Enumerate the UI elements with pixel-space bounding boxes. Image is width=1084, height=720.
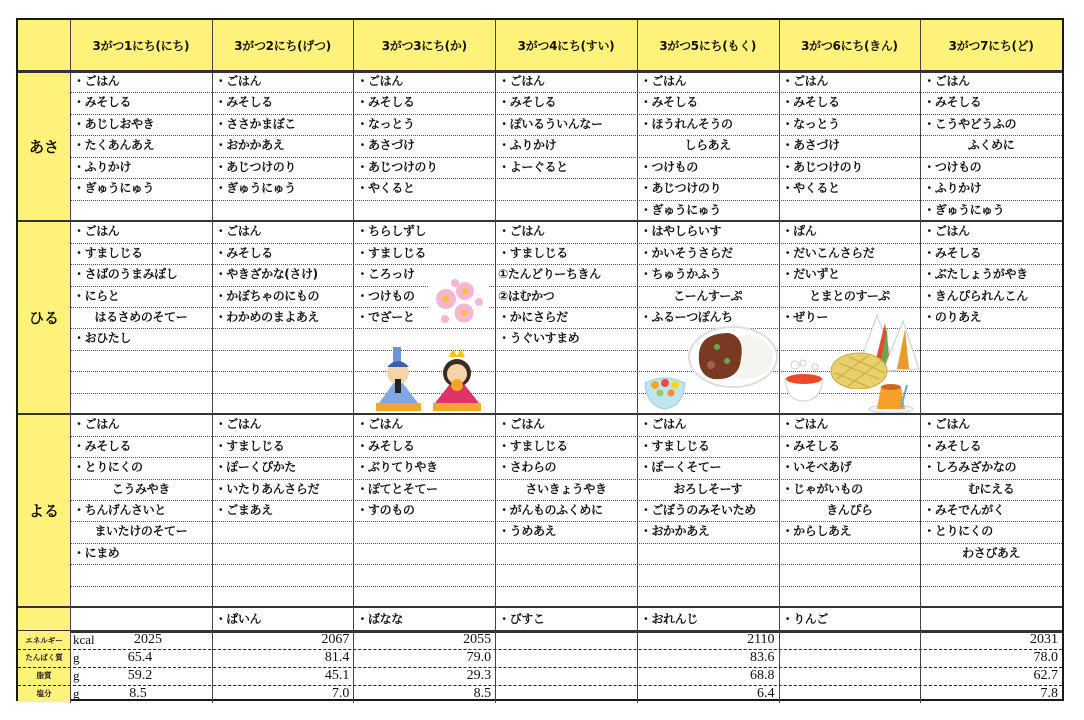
menu-item: ・みそしる [356,438,415,453]
menu-item: ・おかかあえ [214,138,285,153]
day-header: 3がつ4にち(すい) [495,20,637,71]
menu-item: ・じゃがいもの [781,481,863,496]
section-divider [18,630,1062,633]
nutrition-label: 脂質 [18,667,70,685]
column-divider [353,20,354,703]
menu-item: ・みそしる [781,438,840,453]
menu-item: ・みそしる [356,95,415,110]
nutrition-row-divider [18,649,1062,650]
menu-item: ・ぶりてりやき [356,460,438,475]
menu-item: ・ころっけ [356,267,415,282]
nutrition-value: 7.0 [331,685,350,701]
menu-item: むにえる [967,481,1015,496]
nutrition-row-divider [18,667,1062,668]
day-header: 3がつ7にち(ど) [920,20,1062,71]
snack-item: ・りんご [781,612,828,627]
menu-item: ・すましじる [498,245,568,260]
menu-item: ・ぶたしょうがやき [923,267,1028,282]
menu-item: ・さばのうまみぼし [73,267,178,282]
menu-item: ・ぎゅうにゅう [639,202,721,217]
menu-item: ・とりにくの [73,460,143,475]
corner-cell [18,20,70,71]
snack-item: ・おれんじ [639,612,698,627]
nutrition-value: 2055 [463,632,492,648]
menu-item: ・みそしる [73,95,132,110]
menu-item: ・ぽーくそてー [639,460,722,475]
hayashi-rice-illustration [687,325,779,389]
menu-item: ・ちゅうかふう [639,267,722,282]
nutrition-value: 68.8 [750,667,775,683]
menu-item: ・みそしる [781,95,840,110]
menu-item: ・がんものふくめに [498,503,603,517]
nutrition-value: 78.0 [1033,650,1058,666]
nutrition-value: 8.5 [129,685,147,701]
menu-item: ・ぽーくぴかた [214,460,296,475]
menu-item: ・ごぼうのみそいため [639,503,756,517]
menu-item: ・あじつけのり [214,159,296,174]
menu-item: ・ごはん [73,74,120,88]
menu-item: ・ごまあえ [214,503,273,517]
meal-label-hiru: ひる [18,221,70,414]
jelly-illustration [867,381,917,413]
menu-item: ・かいそうさらだ [639,245,733,260]
menu-item: ふくめに [967,138,1015,153]
menu-item: ・すましじる [639,438,710,453]
menu-item: ・ごはん [73,224,120,239]
nutrition-value: 2067 [321,632,350,648]
column-divider [495,20,496,703]
menu-item: ・ほうれんそうの [639,116,733,131]
menu-item: ・ごはん [73,417,120,432]
menu-item: ・ごはん [214,74,262,88]
menu-item: ・みそしる [923,245,982,260]
menu-item: ・すましじる [73,245,143,260]
menu-item: ・つけもの [639,159,698,174]
nutrition-unit: kcal [73,632,95,648]
meal-label-yoru: よる [18,414,70,607]
menu-item: ①たんどりーちきん [498,267,601,282]
nutrition-label: 塩分 [18,685,70,703]
menu-item: ・さわらの [498,460,557,475]
menu-item: さいきょうやき [525,481,607,496]
menu-item: ・ごはん [923,417,970,432]
meal-label-asa: あさ [18,71,70,221]
menu-item: ②はむかつ [498,288,555,303]
menu-item: ・おひたし [73,331,132,346]
menu-item: しらあえ [684,138,731,153]
menu-item: ・ごはん [498,224,545,239]
menu-item: ・つけもの [356,288,415,303]
menu-item: ・あじしおやき [73,116,155,131]
menu-item: ・ぽいるういんなー [498,116,603,131]
menu-item: ・ぎゅうにゅう [73,181,154,196]
menu-item: ・ごはん [498,417,545,432]
menu-item: ・ごはん [639,417,687,432]
weekly-menu-table [16,18,1064,701]
menu-item: はるさめのそてー [94,309,188,324]
day-header: 3がつ2にち(げつ) [212,20,354,71]
nutrition-label: たんぱく質 [18,649,70,667]
menu-item: ・おかかあえ [639,524,710,539]
menu-item: ・うぐいすまめ [498,331,580,346]
menu-item: ・ぜりー [781,309,828,324]
menu-item: ・ふりかけ [73,159,132,174]
menu-item: ・ごはん [923,74,970,88]
menu-item: おろしそーす [673,481,743,496]
menu-item: ・ごはん [498,74,545,88]
nutrition-value: 2031 [1029,632,1058,648]
menu-item: ・ちらしずし [356,224,427,239]
menu-item: ・いそべあげ [781,460,852,475]
column-divider [212,20,213,703]
menu-item: ・みそしる [73,438,132,453]
nutrition-unit: g [73,685,80,701]
nutrition-value: 45.1 [324,667,350,683]
nutrition-value: 65.4 [127,650,153,666]
menu-item: ・みそしる [214,95,273,110]
day-header: 3がつ6にち(きん) [779,20,921,71]
menu-item: ・あじつけのり [356,159,438,174]
row-divider [70,564,1062,565]
menu-item: ・にまめ [73,545,120,560]
column-divider [637,20,638,703]
fruit-punch-illustration [643,371,687,411]
menu-item: ・ささかまぼこ [214,116,296,131]
menu-item: ・みそしる [639,95,698,110]
menu-item: ・やくると [781,181,840,196]
nutrition-value: 2025 [134,632,162,648]
menu-item: こうみやき [111,481,170,496]
menu-item: ・だいこんさらだ [781,245,875,260]
day-header: 3がつ1にち(にち) [70,20,212,71]
menu-item: ・ごはん [214,224,262,239]
menu-item: ・ごはん [356,417,403,432]
day-header: 3がつ3にち(か) [353,20,495,71]
nutrition-row-divider [18,685,1062,686]
menu-item: ・ぎゅうにゅう [214,181,296,196]
menu-item: きんぴら [826,503,873,517]
menu-item: ・みそしる [923,438,982,453]
menu-item: ・つけもの [923,159,982,174]
menu-item: ・やきざかな(さけ) [214,267,318,282]
menu-item: ・ごはん [781,417,828,432]
menu-item: ・でざーと [356,309,415,324]
tomato-soup-illustration [781,359,829,405]
menu-item: ・ぱん [781,224,817,239]
menu-item: ・たくあんあえ [73,138,155,153]
nutrition-value: 83.6 [750,650,775,666]
snack-label-cell [18,607,70,631]
menu-item: ・あじつけのり [781,159,863,174]
nutrition-unit: g [73,650,80,666]
menu-item: ・ごはん [781,74,828,88]
menu-item: ・ごはん [214,417,262,432]
snack-item: ・ぱいん [214,612,262,627]
menu-item: ・なっとう [356,116,415,131]
menu-item: ・からしあえ [781,524,852,539]
menu-item: ・ぽてとそてー [356,481,438,496]
nutrition-label: エネルギー [18,631,70,649]
nutrition-value: 7.8 [1040,685,1058,701]
day-header: 3がつ5にち(もく) [637,20,779,71]
nutrition-value: 79.0 [466,650,492,666]
menu-item: ・みそしる [498,95,557,110]
menu-item: ・のりあえ [923,309,982,324]
menu-item: とまとのすーぷ [809,288,890,303]
menu-item: こーんすーぷ [673,288,743,303]
nutrition-value: 59.2 [127,667,153,683]
menu-item: ・こうやどうふの [923,116,1017,131]
menu-item: ・なっとう [781,116,840,131]
nutrition-value: 81.4 [324,650,350,666]
hinamatsuri-dolls-illustration [371,343,491,413]
nutrition-value: 2110 [747,632,775,648]
menu-item: ・ふるーつぽんち [639,309,733,324]
row-divider [70,200,1062,201]
row-divider [70,543,1062,544]
row-divider [70,586,1062,587]
menu-item: ・ぎゅうにゅう [923,202,1005,217]
menu-item: ・かぼちゃのにもの [214,288,320,303]
menu-item: ・よーぐると [498,159,568,174]
menu-item: ・すましじる [214,438,285,453]
header-divider [18,70,1062,73]
menu-item: ・だいずと [781,267,840,282]
menu-item: ・ふりかけ [923,181,982,196]
snack-item: ・ばなな [356,612,403,627]
menu-item: ・みそしる [214,245,273,260]
menu-item: ・ごはん [639,74,687,88]
menu-item: ・はやしらいす [639,224,722,239]
menu-item: ・あさづけ [356,138,415,153]
peach-blossom-illustration [428,277,488,327]
menu-item: ・すのもの [356,503,415,517]
menu-item: ・みそでんがく [923,503,1005,517]
menu-item: ・ちんげんさいと [73,503,166,517]
menu-item: ・やくると [356,181,415,196]
menu-item: ・ふりかけ [498,138,557,153]
section-divider [18,606,1062,608]
menu-item: ・しろみざかなの [923,460,1017,475]
nutrition-value: 8.5 [473,685,492,701]
menu-item: まいたけのそてー [94,524,188,539]
menu-item: ・みそしる [923,95,982,110]
menu-item: ・かにさらだ [498,309,568,324]
menu-item: ・あじつけのり [639,181,722,196]
menu-item: わさびあえ [962,545,1021,560]
menu-item: ・ごはん [923,224,970,239]
nutrition-value: 62.7 [1033,667,1058,683]
nutrition-value: 6.4 [757,685,775,701]
menu-item: ・ごはん [356,74,403,88]
column-divider [70,20,71,703]
menu-item: ・いたりあんさらだ [214,481,320,496]
menu-item: ・すましじる [356,245,427,260]
menu-item: ・きんぴられんこん [923,288,1028,303]
nutrition-unit: g [73,667,80,683]
menu-item: ・とりにくの [923,524,993,539]
menu-item: ・あさづけ [781,138,840,153]
menu-item: ・にらと [73,288,120,303]
snack-item: ・びすこ [498,612,545,627]
menu-item: ・すましじる [498,438,568,453]
menu-item: ・うめあえ [498,524,557,539]
nutrition-value: 29.3 [466,667,492,683]
menu-item: ・わかめのまよあえ [214,309,320,324]
